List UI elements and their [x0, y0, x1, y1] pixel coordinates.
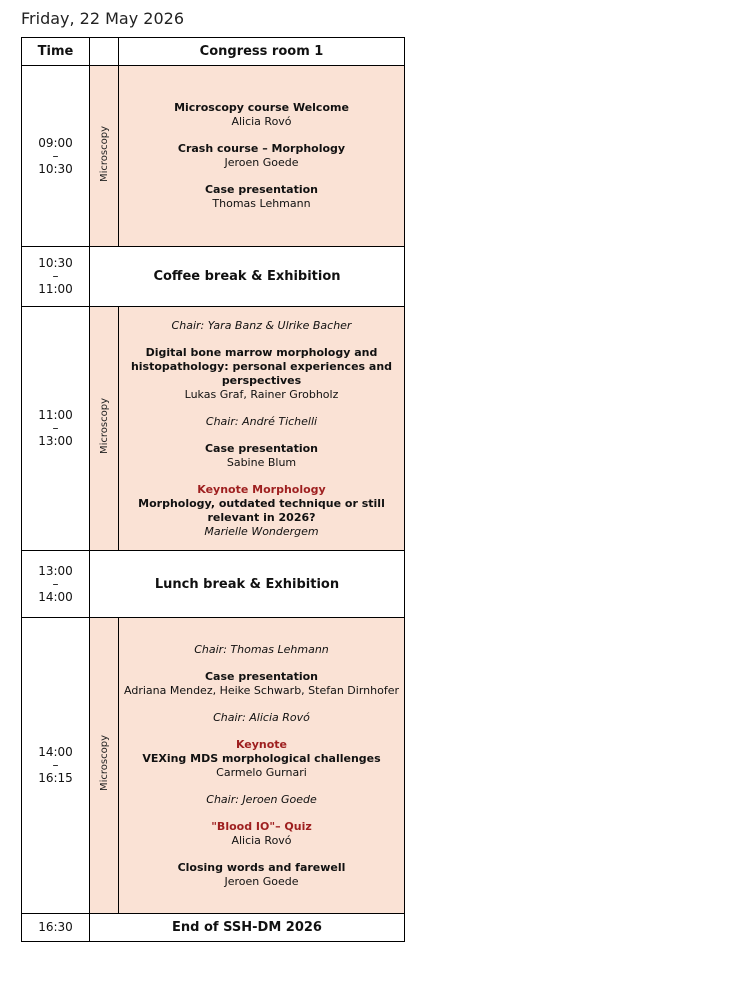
time-dash: –	[52, 148, 59, 163]
session-row	[22, 618, 405, 914]
track-cell	[90, 307, 119, 551]
talk-title: Case presentation	[204, 669, 319, 683]
track-label: Microscopy	[98, 735, 110, 792]
session-row	[22, 66, 405, 247]
time-cell	[22, 618, 90, 914]
time-cell	[22, 66, 90, 247]
end-time: 16:15	[38, 771, 73, 785]
talk-speaker: Carmelo Gurnari	[216, 765, 307, 779]
talk-title: Digital bone marrow morphology and histopathology: personal experiences and perspectives	[130, 345, 393, 387]
header-row	[22, 38, 405, 66]
talk-title: Crash course – Morphology	[177, 142, 346, 155]
talk-speaker: Sabine Blum	[226, 455, 297, 469]
keynote	[119, 738, 404, 780]
talk-title: VEXing MDS morphological challenges	[142, 751, 381, 765]
start-time: 10:30	[38, 256, 73, 270]
end-time: 10:30	[38, 161, 73, 176]
time-dash: –	[52, 421, 59, 435]
end-row	[22, 914, 405, 942]
keynote	[119, 483, 404, 539]
talk-speaker: Lukas Graf, Rainer Grobholz	[184, 387, 339, 401]
break-label: Lunch break & Exhibition	[90, 551, 405, 618]
time-cell	[22, 307, 90, 551]
break-label: Coffee break & Exhibition	[90, 247, 405, 307]
talk-speaker: Adriana Mendez, Heike Schwarb, Stefan Dirnhofer	[124, 683, 399, 697]
talk-speaker: Jeroen Goede	[224, 156, 299, 169]
chair	[119, 643, 404, 657]
talk-speaker: Jeroen Goede	[224, 874, 299, 888]
chair-text: Chair: Alicia Rovó	[213, 710, 310, 724]
chair	[119, 415, 404, 429]
break-row	[22, 247, 405, 307]
schedule-table	[21, 37, 405, 942]
chair	[119, 711, 404, 725]
talk-title: Microscopy course Welcome	[174, 101, 349, 114]
track-cell	[90, 618, 119, 914]
chair-text: Chair: Thomas Lehmann	[194, 642, 329, 656]
keynote-label: Keynote	[235, 737, 288, 751]
talk	[119, 142, 404, 170]
talk-speaker: Thomas Lehmann	[212, 197, 311, 210]
time-dash: –	[52, 269, 59, 283]
chair	[119, 319, 404, 333]
start-time: 11:00	[38, 408, 73, 422]
talk-title: Morphology, outdated technique or still relevant in 2026?	[138, 496, 385, 524]
keynote-label: Keynote Morphology	[197, 482, 326, 496]
session-cell	[119, 307, 405, 551]
track-label: Microscopy	[98, 398, 110, 455]
start-time: 13:00	[38, 563, 73, 578]
talk-title: Closing words and farewell	[177, 860, 346, 874]
session-row	[22, 307, 405, 551]
chair-text: Chair: Jeroen Goede	[206, 792, 317, 806]
talk-speaker: Alicia Rovó	[231, 115, 292, 128]
quiz	[119, 820, 404, 848]
start-time: 14:00	[38, 745, 73, 759]
talk	[119, 183, 404, 211]
start-time: 09:00	[38, 135, 73, 150]
time-cell	[22, 247, 90, 307]
track-cell	[90, 66, 119, 247]
track-label: Microscopy	[98, 125, 110, 182]
chair-text: Chair: André Tichelli	[205, 414, 318, 428]
talk	[119, 442, 404, 470]
talk	[119, 101, 404, 129]
header-time: Time	[22, 38, 90, 66]
end-time-cell: 16:30	[22, 914, 90, 942]
session-cell	[119, 66, 405, 247]
end-time: 11:00	[38, 282, 73, 296]
talk-speaker: Alicia Rovó	[231, 833, 292, 847]
time-dash: –	[52, 576, 59, 591]
talk-title: Case presentation	[204, 183, 319, 196]
end-label: End of SSH-DM 2026	[90, 914, 405, 942]
talk-speaker: Marielle Wondergem	[204, 524, 319, 538]
talk	[119, 346, 404, 402]
end-time: 13:00	[38, 434, 73, 448]
chair	[119, 793, 404, 807]
talk	[119, 861, 404, 889]
date-heading: Friday, 22 May 2026	[21, 9, 184, 28]
talk	[119, 670, 404, 698]
header-track-blank	[90, 38, 119, 66]
time-cell	[22, 551, 90, 618]
header-room: Congress room 1	[119, 38, 405, 66]
quiz-label: "Blood IO"– Quiz	[211, 819, 312, 833]
chair-text: Chair: Yara Banz & Ulrike Bacher	[171, 318, 352, 332]
time-dash: –	[52, 758, 59, 772]
break-row	[22, 551, 405, 618]
end-time: 14:00	[38, 589, 73, 604]
talk-title: Case presentation	[204, 441, 319, 455]
session-cell	[119, 618, 405, 914]
